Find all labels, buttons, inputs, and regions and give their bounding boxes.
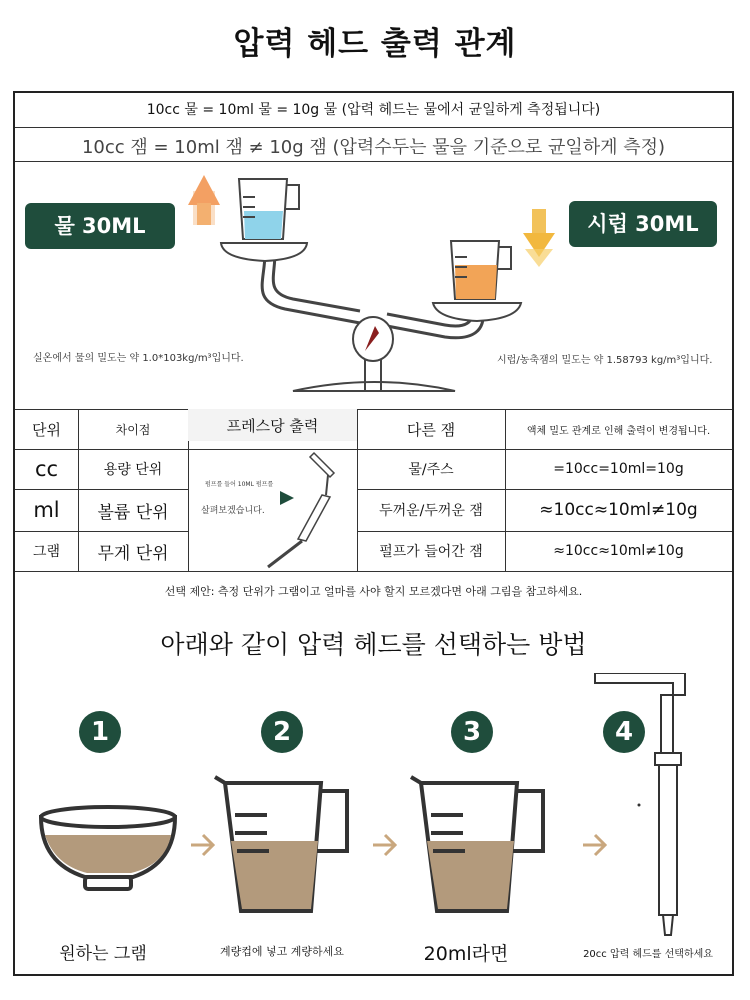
- table-header-press: 프레스당 출력: [188, 409, 357, 441]
- syrup-measuring-cup: [451, 241, 511, 299]
- bowl-icon: [41, 807, 175, 889]
- table-row-other: 두꺼운/두꺼운 잼: [379, 503, 483, 519]
- step-2-caption: 계량컵에 넣고 계량하세요: [220, 945, 344, 958]
- step-1-number: 1: [79, 711, 121, 753]
- table-row-other: 물/주스: [408, 462, 454, 478]
- step-3-caption: 20ml라면: [423, 943, 509, 965]
- up-arrow-icon: [188, 175, 220, 225]
- step-4-number: 4: [603, 711, 645, 753]
- play-icon: [280, 491, 294, 505]
- step-3-number: 3: [451, 711, 493, 753]
- divider: [15, 127, 732, 128]
- step-2-number: 2: [261, 711, 303, 753]
- page-title: 압력 헤드 출력 관계: [233, 26, 517, 62]
- selection-suggestion: 선택 제안: 측정 단위가 그램이고 얼마를 사야 할지 모르겠다면 아래 그림을 참고하세요.: [164, 585, 583, 598]
- table-header-other: 다른 잼: [406, 420, 456, 439]
- howto-illustrations: [15, 673, 732, 973]
- table-row-value: =10cc=10ml=10g: [553, 461, 684, 477]
- table-row-unit: ml: [33, 498, 60, 522]
- pump-icon: [595, 673, 685, 935]
- syrup-badge: 시럽 30ML: [569, 201, 717, 247]
- water-density-note: 실온에서 물의 밀도는 약 1.0*103kg/m³입니다.: [33, 353, 244, 364]
- measuring-cup-icon: [411, 777, 543, 911]
- measuring-cup-icon: [215, 777, 347, 911]
- jam-equivalence-line: 10cc 잼 = 10ml 잼 ≠ 10g 잼 (압력수두는 물을 기준으로 균일하게 측정): [81, 137, 666, 158]
- scale-base: [293, 382, 455, 391]
- step-1-caption: 원하는 그램: [59, 944, 147, 964]
- table-header-diff: 차이점: [115, 422, 151, 437]
- howto-title: 아래와 같이 압력 헤드를 선택하는 방법: [160, 630, 587, 659]
- water-equivalence-line: 10cc 물 = 10ml 물 = 10g 물 (압력 헤드는 물에서 균일하게 측정됩니다): [146, 102, 601, 118]
- arrow-icon: [191, 835, 213, 855]
- table-row-diff: 볼륨 단위: [97, 502, 169, 523]
- table-row-diff: 용량 단위: [103, 462, 163, 478]
- table-row-unit: cc: [34, 457, 59, 481]
- table-row-other: 펄프가 들어간 잼: [379, 544, 483, 560]
- arrow-icon: [373, 835, 395, 855]
- table-row-value: ≈10cc≈10ml≠10g: [553, 543, 684, 559]
- press-text: 살펴보겠습니다.: [201, 506, 265, 516]
- content-frame: [13, 91, 734, 976]
- table-row-unit: 그램: [32, 544, 61, 560]
- water-measuring-cup: [239, 179, 299, 239]
- pump-illustration: [188, 449, 357, 571]
- syrup-density-note: 시럽/농축잼의 밀도는 약 1.58793 kg/m³입니다.: [497, 355, 713, 366]
- table-row-value: ≈10cc≈10ml≠10g: [539, 500, 698, 520]
- arrow-icon: [583, 835, 605, 855]
- water-badge: 물 30ML: [25, 203, 175, 249]
- down-arrow-icon: [523, 209, 555, 267]
- balance-scale-illustration: [15, 161, 732, 409]
- table-row-diff: 무게 단위: [97, 543, 169, 564]
- table-header-note: 액체 밀도 관계로 인해 출력이 변경됩니다.: [526, 425, 711, 437]
- step-4-caption: 20cc 압력 헤드를 선택하세요: [583, 949, 713, 960]
- table-header-unit: 단위: [32, 420, 61, 439]
- press-small-text: 펌프를 들어 10ML 펌프를: [205, 481, 274, 488]
